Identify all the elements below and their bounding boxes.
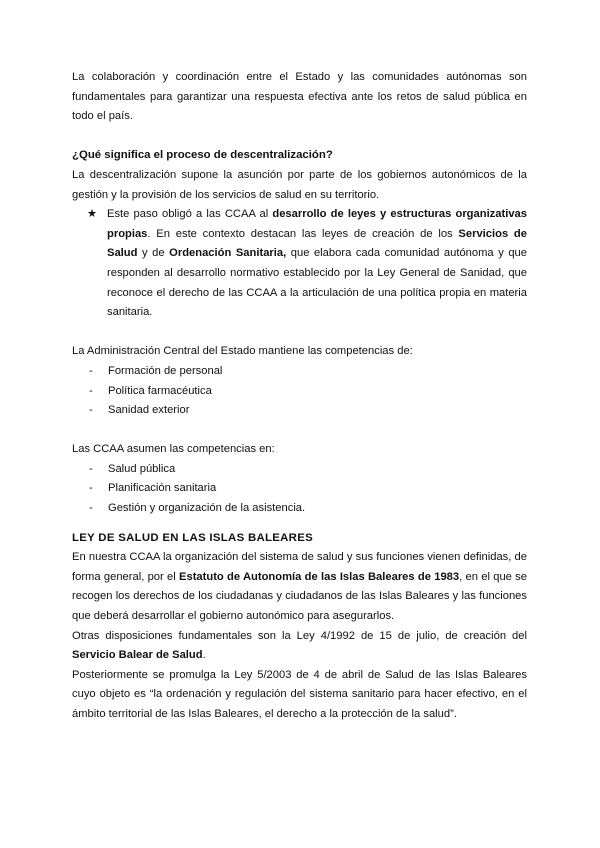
list-item: - Planificación sanitaria	[72, 479, 527, 499]
central-competencies-list	[72, 362, 527, 421]
spacer	[72, 519, 527, 529]
bullet-text: Este paso obligó a las CCAA al	[107, 208, 273, 221]
list-item: - Gestión y organización de la asistencia.	[72, 499, 527, 519]
bullet-bold-text: desarrollo de leyes y estructuras organizativas propias	[107, 208, 527, 240]
ccaa-intro: Las CCAA asumen las competencias en:	[72, 443, 275, 456]
statute-bold-text: Estatuto de Autonomía de las Islas Baleares de 1983	[179, 570, 460, 583]
baleares-paragraph-3: Posteriormente se promulga la Ley 5/2003 de 4 de abril de Salud de las Islas Baleares cuyo objeto es “la ordenación y regulación del sistema sanitario para hacer efectivo, en el ámbito territorial de las Islas Baleares, el derecho a la protección de la salud”.	[72, 668, 527, 720]
baleares-heading: LEY DE SALUD EN LAS ISLAS BALEARES	[72, 531, 313, 544]
decentralization-paragraph: La descentralización supone la asunción por parte de los gobiernos autonómicos de la gestión y la provisión de los servicios de salud en su territorio.	[72, 168, 527, 201]
dash-icon: -	[89, 364, 93, 377]
dash-icon: -	[89, 502, 93, 515]
service-bold-text: Servicio Balear de Salud	[72, 649, 203, 662]
spacer	[72, 127, 527, 147]
baleares-paragraph-2: Otras disposiciones fundamentales son la Ley 4/1992 de 15 de julio, de creación del Servicio Balear de Salud.	[72, 629, 527, 662]
spacer	[72, 323, 527, 343]
list-item: - Salud pública	[72, 460, 527, 480]
decentralization-bullet	[72, 205, 527, 323]
bullet-text: y de	[137, 247, 170, 260]
bullet-text: . En este contexto destacan las leyes de creación de los	[147, 227, 459, 240]
spacer	[72, 421, 527, 441]
dash-icon: -	[89, 462, 93, 475]
list-item: - Formación de personal	[72, 362, 527, 382]
star-bullet-icon: ★	[87, 208, 98, 221]
dash-icon: -	[89, 482, 93, 495]
central-intro: La Administración Central del Estado mantiene las competencias de:	[72, 345, 413, 358]
list-item: - Sanidad exterior	[72, 401, 527, 421]
bullet-text: que elabora cada comunidad autónoma y que responden al desarrollo normativo establecido por la Ley General de Sanidad, que reconoce el derecho de las CCAA a la articulación de una política propia en materia sanitaria.	[107, 247, 527, 319]
bullet-bold-text: Ordenación Sanitaria,	[169, 247, 287, 260]
dash-icon: -	[89, 384, 93, 397]
list-item: - Política farmacéutica	[72, 382, 527, 402]
decentralization-heading: ¿Qué significa el proceso de descentralización?	[72, 149, 333, 162]
intro-paragraph: La colaboración y coordinación entre el Estado y las comunidades autónomas son fundamentales para garantizar una respuesta efectiva ante los retos de salud pública en todo el país.	[72, 71, 527, 123]
ccaa-competencies-list	[72, 460, 527, 519]
baleares-paragraph-1: En nuestra CCAA la organización del sistema de salud y sus funciones vienen definidas, de forma general, por el Estatuto de Autonomía de las Islas Baleares de 1983, en el que se recogen los derechos de los ciudadanas y ciudadanos de las Islas Baleares y las funciones que deberá desarrollar el gobierno autonómico para asegurarlos.	[72, 551, 527, 623]
dash-icon: -	[89, 404, 93, 417]
bullet-bold-text: Servicios de Salud	[107, 227, 527, 260]
document-page	[72, 68, 527, 725]
